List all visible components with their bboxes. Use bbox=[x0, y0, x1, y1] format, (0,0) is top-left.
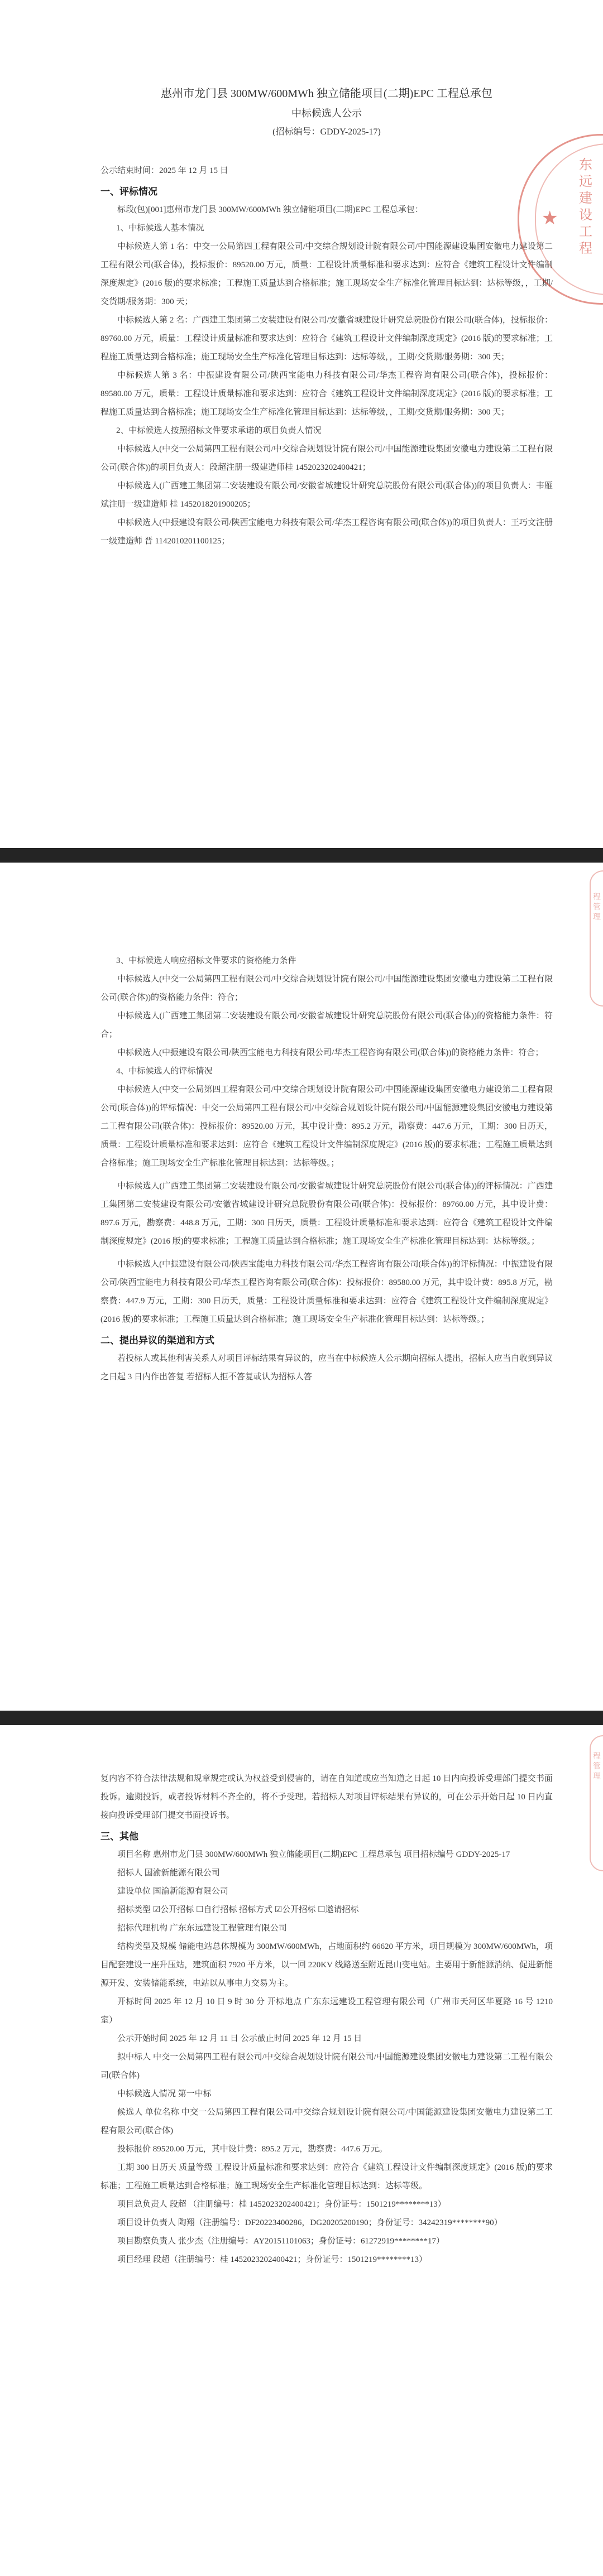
candidate-unit-row: 候选人 单位名称 中交一公局第四工程有限公司/中交综合规划设计院有限公司/中国能源建设集团安徽电力建设第二工程有限公司(联合体) bbox=[100, 2108, 553, 2135]
publicity-end-time: 公示结束时间：2025 年 12 月 15 日 bbox=[100, 166, 228, 175]
qualification-1: 中标候选人(中交一公局第四工程有限公司/中交综合规划设计院有限公司/中国能源建设集团安徽电力建设第二工程有限公司(联合体))的资格能力条件：符合； bbox=[100, 975, 553, 1002]
proposed-winner-row: 拟中标人 中交一公局第四工程有限公司/中交综合规划设计院有限公司/中国能源建设集团安徽电力建设第二工程有限公司(联合体) bbox=[100, 2053, 553, 2080]
evaluation-2: 中标候选人(广西建工集团第二安装建设有限公司/安徽省城建设计研究总院股份有限公司(联合体))的评标情况：广西建工集团第二安装建设有限公司/安徽省城建设计研究总院股份有限公司(联合体)：投标报价：89760.00 万元，其中设计费：897.6 万元，勘察费：448.8 万元，工期：300 日历天，质量：工程设计质量标准和要求达到：应符合《建筑工程设计文件编制深度规定》(2016 版)的要求标准；工程施工质量达到合格标准；施工现场安全生产标准化管理目标达到：达标等级。； bbox=[100, 1182, 553, 1246]
page-separator bbox=[0, 848, 603, 863]
project-manager-3: 中标候选人(中振建设有限公司/陕西宝能电力科技有限公司/华杰工程咨询有限公司(联合体))的项目负责人：王巧文注册一级建造师 晋 1142010201100125； bbox=[100, 518, 553, 546]
survey-lead-row: 项目勘察负责人 张少杰（注册编号：AY20151101063；身份证号：61272919********17） bbox=[117, 2237, 444, 2246]
objection-continued: 复内容不符合法律法规和规章规定或认为权益受到侵害的，请在自知道或应当知道之日起 10 日内向投诉受理部门提交书面投诉。逾期投诉，或者投诉材料不齐全的，将不予受理。若招标人对项目评标结果有异议的，可在公示开始日起 10 日内直接向投诉受理部门提交书面投诉书。 bbox=[100, 1774, 553, 1820]
subsection-2-title: 2、中标候选人按照招标文件要求承诺的项目负责人情况 bbox=[116, 426, 322, 435]
project-name-row: 项目名称 惠州市龙门县 300MW/600MWh 独立储能项目(二期)EPC 工程总承包 项目招标编号 GDDY-2025-17 bbox=[117, 1850, 510, 1859]
page-1-content bbox=[100, 84, 553, 551]
section-2-heading: 二、提出异议的渠道和方式 bbox=[100, 1335, 214, 1346]
candidate-3: 中标候选人第 3 名：中振建设有限公司/陕西宝能电力科技有限公司/华杰工程咨询有限公司(联合体)，投标报价：89580.00 万元，质量：工程设计质量标准和要求达到：应符合《建筑工程设计文件编制深度规定》(2016 版)的要求标准；工程施工质量达到合格标准；施工现场安全生产标准化管理目标达到：达标等级，，工期/交货期/服务期：300 天； bbox=[100, 371, 553, 417]
objection-text: 若投标人或其他利害关系人对项目评标结果有异议的，应当在中标候选人公示期向招标人提出，招标人应当自收到异议之日起 3 日内作出答复 若招标人拒不答复或认为招标人答 bbox=[100, 1354, 553, 1381]
document-page-1 bbox=[0, 0, 603, 848]
candidate-1: 中标候选人第 1 名：中交一公局第四工程有限公司/中交综合规划设计院有限公司/中国能源建设集团安徽电力建设第二工程有限公司(联合体)，投标报价：89520.00 万元，质量：工程设计质量标准和要求达到：应符合《建筑工程设计文件编制深度规定》(2016 版)的要求标准；工程施工质量达到合格标准；施工现场安全生产标准化管理目标达到：达标等级，，工期/交货期/服务期：300 天； bbox=[100, 242, 553, 306]
evaluation-3: 中标候选人(中振建设有限公司/陕西宝能电力科技有限公司/华杰工程咨询有限公司(联合体))的评标情况：中振建设有限公司/陕西宝能电力科技有限公司/华杰工程咨询有限公司(联合体)：投标报价：89580.00 万元，其中设计费：895.8 万元，勘察费：447.9 万元，工期：300 日历天，质量：工程设计质量标准和要求达到：应符合《建筑工程设计文件编制深度规定》(2016 版)的要求标准；工程施工质量达到合格标准；施工现场安全生产标准化管理目标达到：达标等级。； bbox=[100, 1260, 553, 1324]
evaluation-1: 中标候选人(中交一公局第四工程有限公司/中交综合规划设计院有限公司/中国能源建设集团安徽电力建设第二工程有限公司(联合体))的评标情况：中交一公局第四工程有限公司/中交综合规划设计院有限公司/中国能源建设集团安徽电力建设第二工程有限公司(联合体)：投标报价：89520.00 万元，其中设计费：895.2 万元，勘察费：447.6 万元，工期：300 日历天，质量：工程设计质量标准和要求达到：应符合《建筑工程设计文件编制深度规定》(2016 版)的要求标准；工程施工质量达到合格标准；施工现场安全生产标准化管理目标达到：达标等级。； bbox=[100, 1085, 553, 1168]
bid-price-row: 投标报价 89520.00 万元，其中设计费：895.2 万元，勘察费：447.6 万元。 bbox=[117, 2145, 387, 2154]
candidate-2: 中标候选人第 2 名：广西建工集团第二安装建设有限公司/安徽省城建设计研究总院股份有限公司(联合体)，投标报价：89760.00 万元，质量：工程设计质量标准和要求达到：应符合《建筑工程设计文件编制深度规定》(2016 版)的要求标准；工程施工质量达到合格标准；施工现场安全生产标准化管理目标达到：达标等级，，工期/交货期/服务期：300 天； bbox=[100, 316, 553, 362]
owner-row: 建设单位 国渝新能源有限公司 bbox=[117, 1887, 228, 1896]
publicity-period-row: 公示开始时间 2025 年 12 月 11 日 公示截止时间 2025 年 12 月 15 日 bbox=[117, 2034, 362, 2043]
tenderer-row: 招标人 国渝新能源有限公司 bbox=[117, 1869, 220, 1877]
qualification-2: 中标候选人(广西建工集团第二安装建设有限公司/安徽省城建设计研究总院股份有限公司(联合体))的资格能力条件：符合； bbox=[100, 1012, 553, 1039]
seal-edge-fragment bbox=[590, 870, 603, 1007]
seal-star-icon: ★ bbox=[541, 208, 558, 229]
project-manager-row: 项目经理 段超（注册编号：桂 1452023202400421；身份证号：1501219********13） bbox=[117, 2255, 428, 2264]
tender-method-row: 招标类型 ☑公开招标 ☐自行招标 招标方式 ☑公开招标 ☐邀请招标 bbox=[117, 1905, 359, 1914]
official-seal-text: 东远建设工程 bbox=[579, 158, 594, 256]
subsection-3-title: 3、中标候选人响应招标文件要求的资格能力条件 bbox=[116, 956, 296, 965]
project-scale-row: 结构类型及规模 储能电站总体规模为 300MW/600MWh，占地面积约 66620 平方米，项目规模为 300MW/600MWh，项目配套建设一座升压站，建筑面积 7920 平方米，以一回 220KV 线路送至附近昆山变电站。主要用于新能源消纳、促进新能源开发、安装储能系统，电站以从事电力交易为主。 bbox=[100, 1942, 553, 1988]
tender-code: (招标编号：GDDY-2025-17) bbox=[272, 127, 381, 137]
period-quality-row: 工期 300 日历天 质量等级 工程设计质量标准和要求达到：应符合《建筑工程设计文件编制深度规定》(2016 版)的要求标准；工程施工质量达到合格标准；施工现场安全生产标准化管理目标达到：达标等级。 bbox=[100, 2163, 553, 2190]
section-1-heading: 一、评标情况 bbox=[100, 186, 157, 197]
project-manager-2: 中标候选人(广西建工集团第二安装建设有限公司/安徽省城建设计研究总院股份有限公司(联合体))的项目负责人：韦雁斌注册一级建造师 桂 1452018201900205； bbox=[100, 482, 553, 509]
document-page-2 bbox=[0, 863, 603, 1711]
page-3-content bbox=[100, 1770, 553, 2269]
document-title: 惠州市龙门县 300MW/600MWh 独立储能项目(二期)EPC 工程总承包 bbox=[161, 88, 492, 100]
subsection-4-title: 4、中标候选人的评标情况 bbox=[116, 1067, 213, 1076]
opening-row: 开标时间 2025 年 12 月 10 日 9 时 30 分 开标地点 广东东远建设工程管理有限公司（广州市天河区华夏路 16 号 1210 室） bbox=[100, 1997, 553, 2025]
section-3-heading: 三、其他 bbox=[100, 1831, 138, 1842]
subsection-1-title: 1、中标候选人基本情况 bbox=[116, 224, 204, 233]
candidate-situation-title: 中标候选人情况 第一中标 bbox=[117, 2089, 212, 2098]
seal-edge-text: 程管理 bbox=[593, 1752, 601, 1781]
pm-row: 项目总负责人 段超 （注册编号：桂 1452023202400421；身份证号：1501219********13） bbox=[117, 2200, 446, 2209]
page-2-content bbox=[100, 952, 553, 1386]
page-separator bbox=[0, 1711, 603, 1725]
document-page-3 bbox=[0, 1725, 603, 2576]
design-lead-row: 项目设计负责人 陶翔（注册编号：DF20223400286，DG20205200190；身份证号：34242319********90） bbox=[117, 2218, 502, 2227]
agent-row: 招标代理机构 广东东远建设工程管理有限公司 bbox=[117, 1924, 287, 1933]
lot-line: 标段(包)[001]惠州市龙门县 300MW/600MWh 独立储能项目(二期)EPC 工程总承包： bbox=[117, 205, 423, 214]
qualification-3: 中标候选人(中振建设有限公司/陕西宝能电力科技有限公司/华杰工程咨询有限公司(联合体))的资格能力条件：符合； bbox=[117, 1048, 544, 1057]
seal-edge-text: 程管理 bbox=[593, 893, 601, 922]
document-subtitle: 中标候选人公示 bbox=[291, 108, 362, 119]
project-manager-1: 中标候选人(中交一公局第四工程有限公司/中交综合规划设计院有限公司/中国能源建设集团安徽电力建设第二工程有限公司(联合体))的项目负责人：段超注册一级建造师桂 1452023202400421； bbox=[100, 445, 553, 472]
